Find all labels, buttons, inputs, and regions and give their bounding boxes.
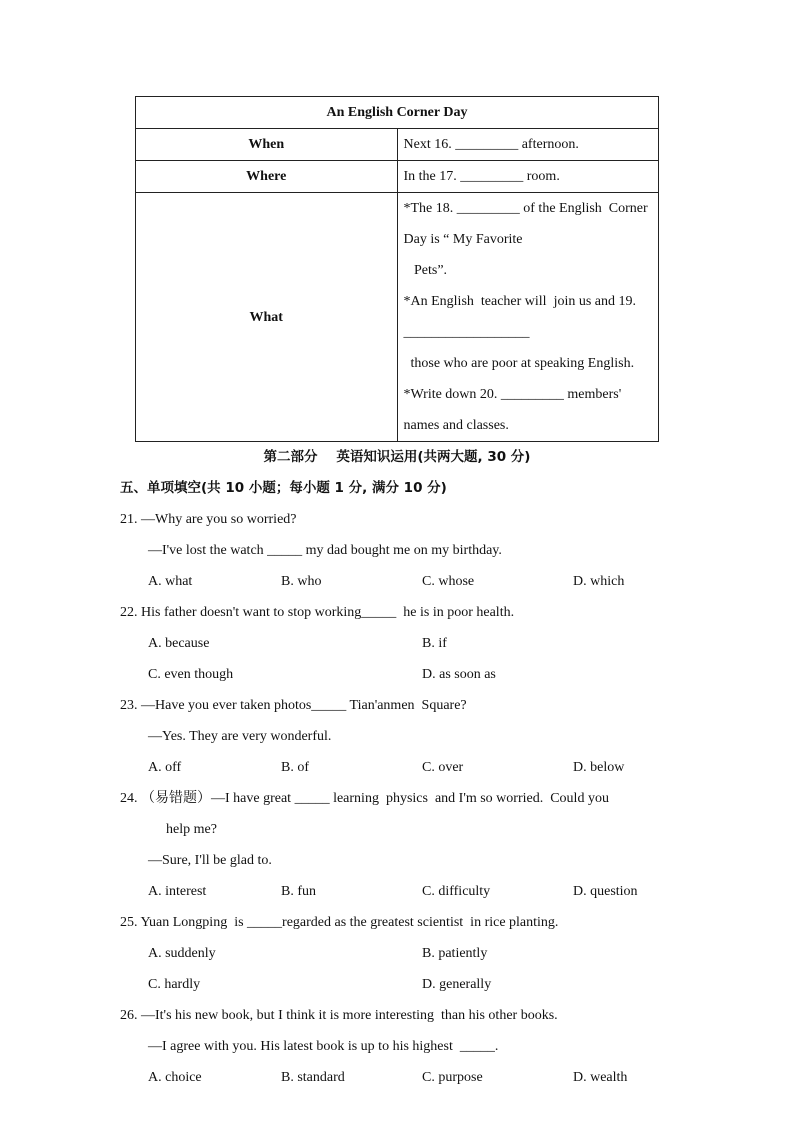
option: D. wealth — [573, 1070, 628, 1085]
option: D. question — [573, 884, 638, 899]
option: C. hardly — [148, 977, 201, 992]
option: C. even though — [148, 667, 234, 682]
question-line: —I've lost the watch _____ my dad bought me on my birthday. — [148, 543, 502, 558]
question-23: 23. —Have you ever taken photos_____ Tian'anmen Square? — [120, 698, 467, 713]
option: A. choice — [148, 1070, 202, 1085]
options-row — [0, 1062, 794, 1093]
what-line: *The 18. _________ of the English Corner Day is “ My Favorite — [403, 201, 652, 247]
option: C. purpose — [422, 1070, 483, 1085]
option: A. suddenly — [148, 946, 216, 961]
question-line: —Yes. They are very wonderful. — [148, 729, 332, 744]
option: C. whose — [422, 574, 475, 589]
what-line: *Write down 20. _________ members' names and classes. — [403, 387, 629, 433]
when-label: When — [136, 129, 398, 161]
option: A. what — [148, 574, 193, 589]
options-row — [0, 938, 794, 969]
option: B. who — [281, 574, 322, 589]
question-22: 22. His father doesn't want to stop working_____ he is in poor health. — [120, 605, 515, 620]
question-line: help me? — [166, 822, 217, 837]
question-line: —I agree with you. His latest book is up to his highest _____. — [148, 1039, 499, 1054]
option: D. which — [573, 574, 625, 589]
what-label: What — [136, 193, 398, 442]
question-25: 25. Yuan Longping is _____regarded as the greatest scientist in rice planting. — [120, 915, 559, 930]
table-title: An English Corner Day — [136, 97, 659, 129]
option: D. generally — [422, 977, 492, 992]
option: D. as soon as — [422, 667, 496, 682]
option: B. fun — [281, 884, 316, 899]
what-line: Pets”. — [403, 263, 448, 278]
option: B. standard — [281, 1070, 345, 1085]
options-row — [0, 659, 794, 690]
when-text: Next 16. _________ afternoon. — [397, 129, 659, 161]
options-row — [0, 566, 794, 597]
options-row — [0, 876, 794, 907]
question-24: 24. （易错题）—I have great _____ learning physics and I'm so worried. Could you — [120, 791, 609, 806]
what-cell — [397, 193, 659, 442]
question-line: —Sure, I'll be glad to. — [148, 853, 272, 868]
option: D. below — [573, 760, 625, 775]
options-row — [0, 752, 794, 783]
options-row — [0, 628, 794, 659]
what-line: those who are poor at speaking English. — [403, 356, 635, 371]
options-row — [0, 969, 794, 1000]
option: A. interest — [148, 884, 207, 899]
what-line: *An English teacher will join us and 19. __________________ — [403, 294, 640, 340]
option: B. if — [422, 636, 447, 651]
where-text: In the 17. _________ room. — [397, 161, 659, 193]
option: B. patiently — [422, 946, 488, 961]
question-26: 26. —It's his new book, but I think it is more interesting than his other books. — [120, 1008, 558, 1023]
option: A. off — [148, 760, 182, 775]
where-label: Where — [136, 161, 398, 193]
option: C. over — [422, 760, 464, 775]
question-21: 21. —Why are you so worried? — [120, 512, 297, 527]
option: C. difficulty — [422, 884, 491, 899]
option: B. of — [281, 760, 309, 775]
part2-heading: 第二部分 英语知识运用(共两大题, 30 分) — [263, 449, 531, 465]
english-corner-table — [135, 96, 659, 442]
section-heading: 五、单项填空(共 10 小题；每小题 1 分, 满分 10 分) — [120, 480, 447, 496]
option: A. because — [148, 636, 210, 651]
